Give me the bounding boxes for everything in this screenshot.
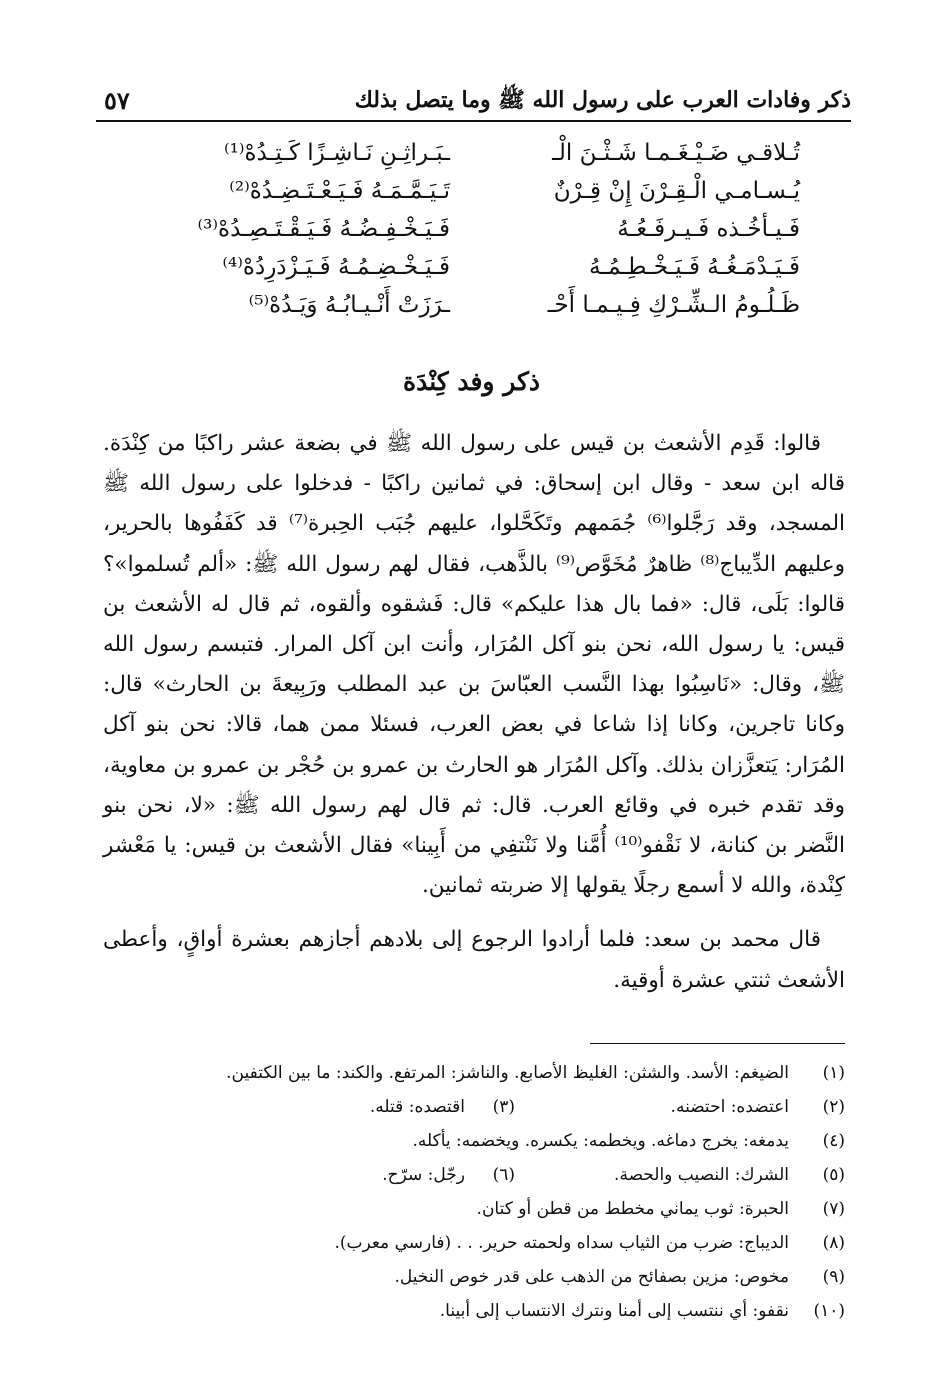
footnote-number: (٢) xyxy=(822,1097,845,1117)
footnote-number: (٥) xyxy=(822,1165,845,1185)
poem-hemistich-second: ـرَزَتْ أَنْـيـابُـهُ وَيَـدُهْ⁽⁵⁾ xyxy=(248,292,450,318)
body-text xyxy=(103,424,845,1001)
footnote-text: يدمغه: يخرج دماغه. ويخطمه: يكسره. ويخضمه: يأكله. xyxy=(412,1131,789,1151)
poem-hemistich-first: فَـيـأخُـذه فَـيـرفَـعُـهُ xyxy=(617,216,800,242)
footnote-number: (١) xyxy=(822,1063,845,1083)
footnote-text: رجّل: سرّح. xyxy=(382,1165,465,1185)
footnote-text: الحبرة: ثوب يماني مخطط من قطن أو كتان. xyxy=(476,1199,789,1219)
footnote-number: (٨) xyxy=(822,1233,845,1253)
footnote-text: الشرك: النصيب والحصة. xyxy=(614,1165,789,1185)
footnote-separator xyxy=(590,1043,845,1044)
footnote-text: مخوص: مزين بصفائح من الذهب على قدر خوص النخيل. xyxy=(394,1267,789,1287)
poem-hemistich-first: فَـيَـدْمَـغُـهُ فَـيَـخْـطِـمُـهُ xyxy=(589,254,800,280)
poem-line xyxy=(150,140,800,178)
footnote-number: (٣) xyxy=(492,1097,515,1117)
footnote xyxy=(100,1158,845,1192)
footnote-text: اعتضده: احتضنه. xyxy=(670,1097,789,1117)
poem-hemistich-second: فَـيَـخْـفِـضُـهُ فَـيَـقْـتَـصِـدُهْ⁽³⁾ xyxy=(197,216,450,242)
poem-hemistich-second: فَـيَـخْـضِـمُـهُ فَـيَـزْدَرِدُهْ⁽⁴⁾ xyxy=(222,254,450,280)
poem-line xyxy=(150,292,800,330)
poem-hemistich-first: ظَـلُـومُ الـشِّـرْكِ فِـيـمـا أَحْـ xyxy=(547,292,800,318)
footnote xyxy=(100,1090,845,1124)
poem-hemistich-first: يُـسـامـي الْـقِـرْنَ إِنْ قِـرْنٌ xyxy=(553,178,800,204)
footnote-number: (٩) xyxy=(822,1267,845,1287)
footnote xyxy=(100,1294,845,1328)
footnote-number: (١٠) xyxy=(813,1301,845,1321)
footnote-number: (٤) xyxy=(822,1131,845,1151)
running-header xyxy=(96,82,851,122)
poem xyxy=(150,140,800,330)
footnote xyxy=(100,1124,845,1158)
footnote xyxy=(100,1056,845,1090)
paragraph: قالوا: قَدِم الأشعث بن قيس على رسول الله ﷺ في بضعة عشر راكبًا من كِنْدَة. قاله ابن سعد - وقال ابن إسحاق: في ثمانين راكبًا - فدخلوا على رسول الله ﷺ المسجد، وقد رَجَّلوا⁽⁶⁾ جُمَمهم وتَكَحَّلوا، عليهم جُبَب الحِبرة⁽⁷⁾ قد كَفَفُوها بالحرير، وعليهم الدِّيباج⁽⁸⁾ ظاهرٌ مُخَوَّص⁽⁹⁾ بالذَّهب، فقال لهم رسول الله ﷺ: «ألم تُسلموا»؟ قالوا: بَلَى، قال: «فما بال هذا عليكم» قال: فَشقوه وألقوه، ثم قال له الأشعث بن قيس: يا رسول الله، نحن بنو آكل المُرَار، وأنت ابن آكل المرار. فتبسم رسول الله ﷺ، وقال: «نَاسِبُوا بهذا النَّسب العبّاسَ بن عبد المطلب ورَبِيعةَ بن الحارث» قال: وكانا تاجرين، وكانا إذا شاعا في بعض العرب، فسئلا ممن هما، قالا: نحن بنو آكل المُرَار: يَتعزَّزان بذلك. وآكل المُرَار هو الحارث بن عمرو بن حُجْر بن عمرو بن معاوية، وقد تقدم خبره في وقائع العرب. قال: ثم قال لهم رسول الله ﷺ: «لا، نحن بنو النَّضر بن كنانة، لا نَقْفو⁽¹⁰⁾ أُمَّنا ولا نَنْتفِي من أَبِينا» فقال الأشعث بن قيس: يا مَعْشر كِنْدة، والله لا أسمع رجلًا يقولها إلا ضربته ثمانين. xyxy=(103,431,845,899)
poem-hemistich-second: تَـيَـمَّـمَـهُ فَـيَـعْـتَـضِـدُهْ⁽²⁾ xyxy=(229,178,450,204)
section-heading: ذكر وفد كِنْدَة xyxy=(402,367,541,396)
footnote xyxy=(100,1260,845,1294)
footnote-text: نقفو: أي ننتسب إلى أمنا ونترك الانتساب إلى أبينا. xyxy=(439,1301,789,1321)
page-number: ٥٧ xyxy=(104,86,130,115)
footnote xyxy=(100,1192,845,1226)
footnotes xyxy=(100,1056,845,1328)
paragraph: قال محمد بن سعد: فلما أرادوا الرجوع إلى بلادهم أجازهم بعشرة أواقٍ، وأعطى الأشعث ثنتي عشرة أوقية. xyxy=(103,927,845,993)
footnote-text: الديباج: ضرب من الثياب سداه ولحمته حرير. . . (فارسي معرب). xyxy=(334,1233,789,1253)
poem-line xyxy=(150,254,800,292)
footnote-number: (٧) xyxy=(822,1199,845,1219)
footnote xyxy=(100,1226,845,1260)
footnote-text: اقتصده: قتله. xyxy=(369,1097,465,1117)
footnote-text: الضيغم: الأسد. والشثن: الغليظ الأصابع. والناشز: المرتفع. والكند: ما بين الكتفين. xyxy=(226,1063,789,1083)
poem-hemistich-second: ـبَـراثِـنِ نَـاشِـزًا كَـتِـدُهْ⁽¹⁾ xyxy=(223,140,450,166)
footnote-number: (٦) xyxy=(492,1165,515,1185)
poem-line xyxy=(150,216,800,254)
header-title: ذكر وفادات العرب على رسول الله ﷺ وما يتصل بذلك xyxy=(354,87,851,113)
poem-line xyxy=(150,178,800,216)
header-rule xyxy=(96,120,851,122)
poem-hemistich-first: تُـلاقـي ضَـيْـغَـمـا شَـثْـنَ الْـ xyxy=(552,140,800,166)
